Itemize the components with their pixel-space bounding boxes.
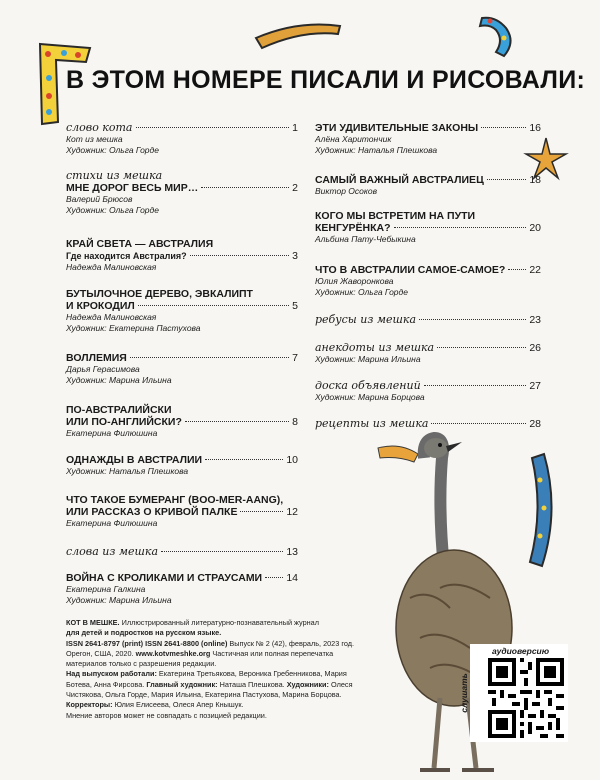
- entry-page: 5: [292, 300, 298, 312]
- audio-label: аудиоверсию: [492, 646, 550, 656]
- entry-heading: КРАЙ СВЕТА — АВСТРАЛИЯ: [66, 238, 214, 250]
- entry-heading: рецепты из мешка: [315, 417, 429, 430]
- imprint-text: Олеся: [328, 679, 353, 689]
- imprint-label: Главный художник:: [146, 679, 218, 689]
- contents-entry[interactable]: [315, 210, 541, 245]
- entry-heading-2: ИЛИ РАССКАЗ О КРИВОЙ ПАЛКЕ: [66, 506, 238, 518]
- entry-page: 27: [529, 380, 541, 392]
- entry-author: Надежда Малиновская: [66, 262, 157, 272]
- entry-page: 28: [529, 418, 541, 430]
- imprint-website-link[interactable]: www.kotvmeshke.org: [135, 648, 211, 658]
- entry-illustrator: Художник: Марина Ильина: [315, 354, 421, 364]
- entry-heading: ЧТО ТАКОЕ БУМЕРАНГ (BOO-MER-AANG),: [66, 494, 284, 506]
- boomerang-icon: [252, 18, 344, 54]
- audio-qr-block[interactable]: [458, 644, 568, 742]
- imprint-text: Орегон, США, 2020.: [66, 648, 136, 658]
- entry-heading: ребусы из мешка: [315, 313, 417, 326]
- imprint-text: Наташа Плешкова.: [217, 679, 287, 689]
- entry-heading: БУТЫЛОЧНОЕ ДЕРЕВО, ЭВКАЛИПТ: [66, 288, 253, 300]
- entry-heading-2: И КРОКОДИЛ: [66, 300, 135, 312]
- entry-heading: ЧТО В АВСТРАЛИИ САМОЕ-САМОЕ?: [315, 264, 506, 276]
- entry-illustrator: Художник: Марина Борцова: [315, 392, 425, 402]
- imprint-journal-name: КОТ В МЕШКЕ.: [66, 618, 120, 627]
- entry-page: 14: [286, 572, 298, 584]
- entry-heading: КОГО МЫ ВСТРЕТИМ НА ПУТИ: [315, 210, 476, 222]
- entry-illustrator: Художник: Ольга Горде: [315, 287, 408, 297]
- imprint-text: Ботева, Анна Фирсова.: [66, 679, 147, 689]
- entry-page: 16: [529, 122, 541, 134]
- entry-author: Екатерина Филюшина: [66, 518, 158, 528]
- contents-entry[interactable]: [315, 418, 541, 430]
- imprint-label: Над выпуском работали:: [66, 669, 157, 679]
- imprint-label: Художники:: [286, 679, 329, 689]
- entry-page: 22: [529, 264, 541, 276]
- imprint-label: Корректоры:: [66, 700, 113, 710]
- entry-author: Юлия Жаворонкова: [315, 276, 394, 286]
- contents-entry[interactable]: [66, 572, 298, 606]
- entry-illustrator: Художник: Наталья Плешкова: [66, 466, 189, 476]
- imprint-issn: ISSN 2641-8797 (print) ISSN 2641-8800 (online): [66, 638, 228, 648]
- contents-entry[interactable]: [315, 380, 541, 403]
- entry-author: Кот из мешка: [66, 134, 123, 144]
- imprint-issue: Выпуск № 2 (42), февраль, 2023 год.: [227, 638, 355, 648]
- entry-illustrator: Художник: Ольга Горде: [66, 145, 159, 155]
- entry-heading: слово кота: [66, 121, 133, 134]
- entry-page: 2: [292, 182, 298, 194]
- entry-heading: анекдоты из мешка: [315, 341, 435, 354]
- entry-page: 13: [286, 546, 298, 558]
- entry-author: Дарья Герасимова: [66, 364, 140, 374]
- entry-author: Валерий Брюсов: [66, 194, 133, 204]
- contents-entry[interactable]: [66, 404, 298, 439]
- entry-illustrator: Художник: Екатерина Пастухова: [66, 323, 201, 333]
- contents-entry[interactable]: [66, 122, 298, 156]
- imprint-text: Чистякова, Ольга Горде, Мария Ильина, Екатерина Пастухова, Марина Борцова.: [66, 690, 342, 700]
- entry-illustrator: Художник: Наталья Плешкова: [315, 145, 438, 155]
- entry-heading: САМЫЙ ВАЖНЫЙ АВСТРАЛИЕЦ: [315, 174, 484, 186]
- entry-page: 3: [292, 250, 298, 262]
- entry-page: 8: [292, 416, 298, 428]
- boomerang-icon: [476, 14, 516, 60]
- imprint: [66, 618, 466, 721]
- listen-label: слушать: [458, 673, 469, 713]
- entry-author: Екатерина Филюшина: [66, 428, 158, 438]
- imprint-text: материалов только с разрешения редакции.: [66, 659, 217, 669]
- imprint-text: Иллюстрированный литературно-познавательный журнал: [119, 618, 319, 627]
- entry-illustrator: Художник: Марина Ильина: [66, 595, 172, 605]
- entry-illustrator: Художник: Марина Ильина: [66, 375, 172, 385]
- entry-page: 26: [529, 342, 541, 354]
- entry-subtitle: Где находится Австралия?: [66, 251, 187, 261]
- entry-heading: доска объявлений: [315, 379, 421, 392]
- contents-entry[interactable]: [66, 494, 298, 529]
- contents-entry[interactable]: [66, 288, 298, 334]
- page-title: В ЭТОМ НОМЕРЕ ПИСАЛИ И РИСОВАЛИ:: [66, 66, 586, 94]
- entry-heading: ВОЛЛЕМИЯ: [66, 352, 127, 364]
- imprint-text: Мнение авторов может не совпадать с позицией редакции.: [66, 710, 267, 720]
- entry-heading: стихи из мешка: [66, 169, 163, 182]
- contents-entry[interactable]: [66, 170, 298, 216]
- entry-illustrator: Художник: Ольга Горде: [66, 205, 159, 215]
- imprint-text: для детей и подростков на русском языке.: [66, 628, 222, 638]
- entry-author: Екатерина Галкина: [66, 584, 146, 594]
- entry-heading: ПО-АВСТРАЛИЙСКИ: [66, 404, 172, 416]
- contents-entry[interactable]: [315, 314, 541, 326]
- entry-page: 18: [529, 174, 541, 186]
- entry-subtitle: МНЕ ДОРОГ ВЕСЬ МИР…: [66, 182, 199, 194]
- contents-entry[interactable]: [66, 454, 298, 477]
- imprint-text: Юлия Елисеева, Олеся Апер Кнышук.: [112, 700, 244, 710]
- entry-author: Альбина Пату-Чебыкина: [315, 234, 416, 244]
- entry-heading-2: ИЛИ ПО-АНГЛИЙСКИ?: [66, 416, 182, 428]
- entry-page: 7: [292, 352, 298, 364]
- contents-entry[interactable]: [66, 546, 298, 558]
- entry-page: 20: [529, 222, 541, 234]
- entry-heading-2: КЕНГУРЁНКА?: [315, 222, 391, 234]
- contents-entry[interactable]: [66, 238, 298, 273]
- contents-entry[interactable]: [315, 174, 541, 197]
- entry-page: 10: [286, 454, 298, 466]
- qr-code-icon[interactable]: [488, 658, 564, 738]
- contents-entry[interactable]: [315, 342, 541, 365]
- entry-heading: ЭТИ УДИВИТЕЛЬНЫЕ ЗАКОНЫ: [315, 122, 479, 134]
- entry-heading: ВОЙНА С КРОЛИКАМИ И СТРАУСАМИ: [66, 572, 263, 584]
- imprint-text: Частичная или полная перепечатка: [210, 648, 334, 658]
- entry-heading: слова из мешка: [66, 545, 159, 558]
- imprint-text: Екатерина Третьякова, Вероника Гребенникова, Мария: [156, 669, 347, 679]
- contents-entry[interactable]: [315, 264, 541, 298]
- boomerang-icon: [520, 450, 560, 570]
- contents-entry[interactable]: [66, 352, 298, 386]
- entry-author: Надежда Малиновская: [66, 312, 157, 322]
- entry-page: 1: [292, 122, 298, 134]
- contents-entry[interactable]: [315, 122, 541, 156]
- entry-page: 12: [286, 506, 298, 518]
- entry-author: Алёна Харитончик: [315, 134, 392, 144]
- entry-heading: ОДНАЖДЫ В АВСТРАЛИИ: [66, 454, 203, 466]
- entry-page: 23: [529, 314, 541, 326]
- entry-author: Виктор Осоков: [315, 186, 378, 196]
